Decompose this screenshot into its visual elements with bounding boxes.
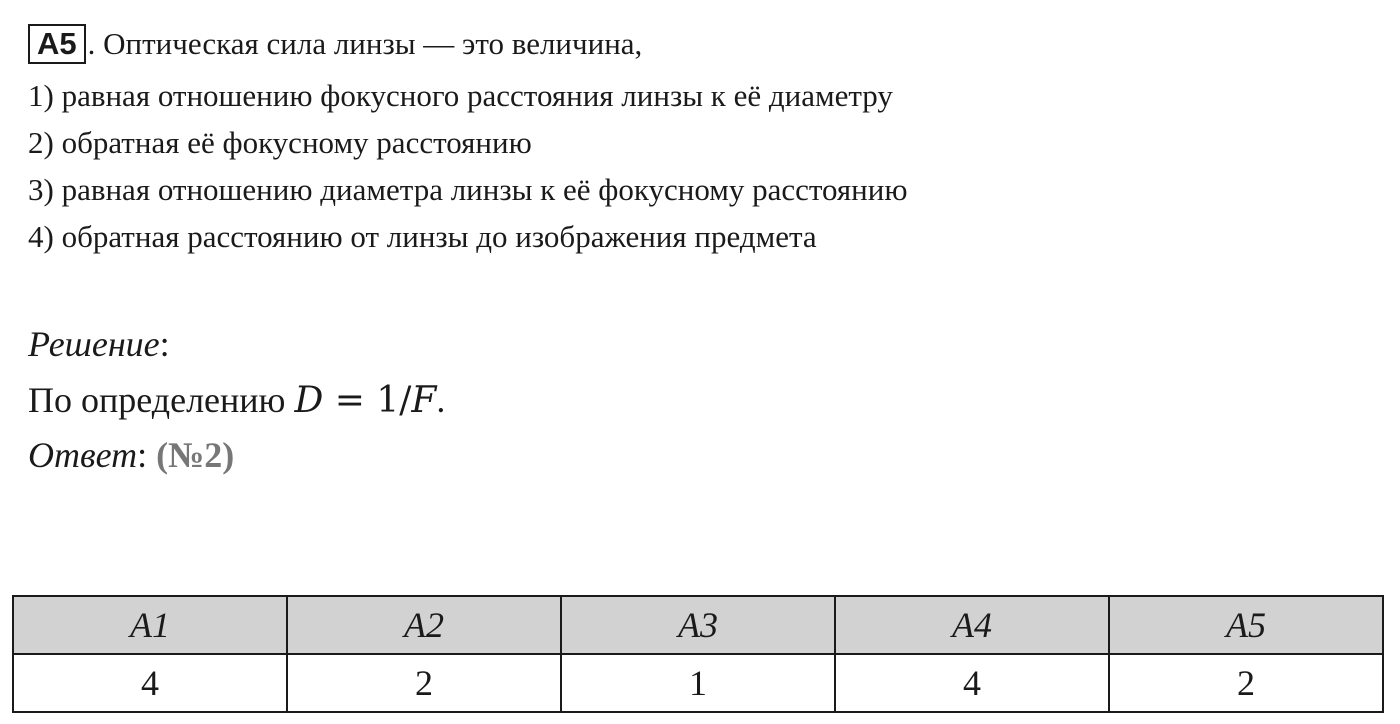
option-1: 1) равная отношению фокусного расстояния линзы к её диаметру (28, 78, 893, 113)
answers-header-cell: A5 (1109, 596, 1383, 654)
solution-suffix: . (436, 380, 446, 420)
answers-value-cell: 4 (835, 654, 1109, 712)
answer-value: (№2) (156, 435, 235, 475)
answer-line (28, 433, 234, 477)
formula-rhs: F (411, 380, 437, 421)
formula-eq: = 1/ (323, 380, 412, 421)
solution-text (28, 378, 445, 423)
solution-prefix: По определению (28, 380, 295, 420)
answers-header-cell: A4 (835, 596, 1109, 654)
task-number-badge: A5 (28, 24, 86, 64)
option-3: 3) равная отношению диаметра линзы к её фокусному расстоянию (28, 172, 908, 207)
answers-header-cell: A2 (287, 596, 561, 654)
answers-value-cell: 2 (287, 654, 561, 712)
answers-table-value-row (13, 654, 1383, 712)
answers-value-cell: 2 (1109, 654, 1383, 712)
solution-label: Решение (28, 324, 160, 364)
option-4: 4) обратная расстоянию от линзы до изображения предмета (28, 219, 817, 254)
answers-table (12, 595, 1384, 713)
option-2: 2) обратная её фокусному расстоянию (28, 125, 532, 160)
answers-value-cell: 1 (561, 654, 835, 712)
answers-value-cell: 4 (13, 654, 287, 712)
task-number-dot: . (87, 26, 96, 61)
question-header (28, 24, 642, 64)
answer-label-colon: : (137, 435, 157, 475)
question-text: Оптическая сила линзы — это величина, (103, 26, 643, 61)
answers-header-cell: A1 (13, 596, 287, 654)
solution-heading (28, 322, 170, 366)
answers-table-header-row (13, 596, 1383, 654)
answer-label: Ответ (28, 435, 138, 475)
formula-lhs: D (294, 380, 324, 421)
solution-label-colon: : (159, 324, 170, 364)
answers-header-cell: A3 (561, 596, 835, 654)
